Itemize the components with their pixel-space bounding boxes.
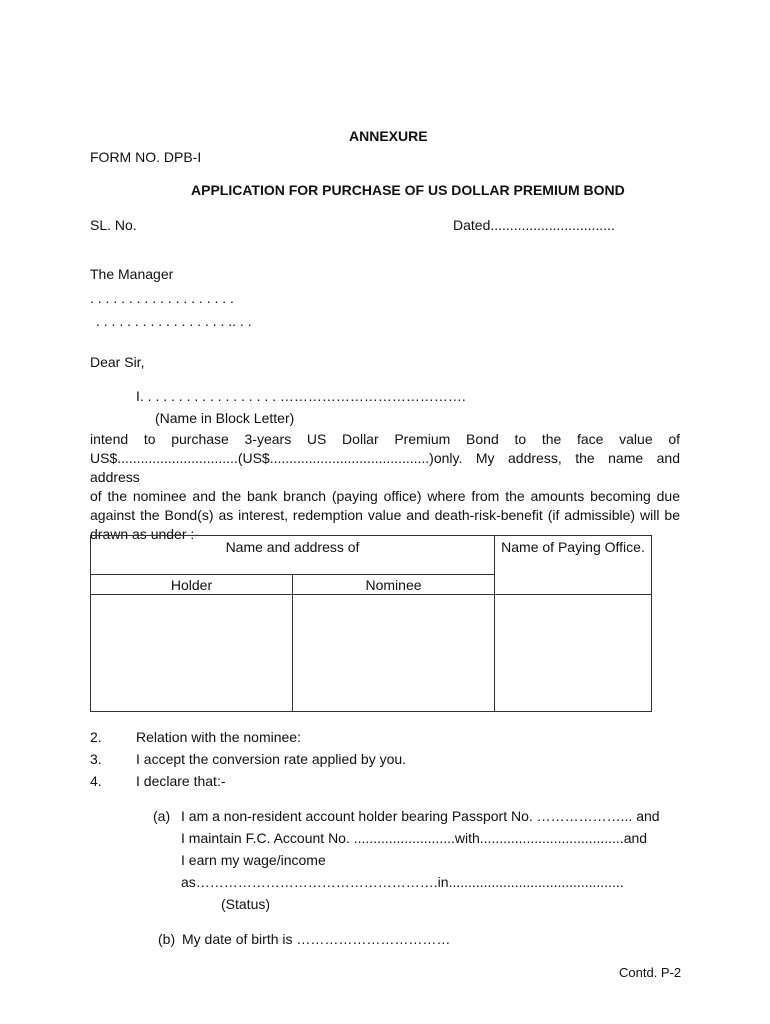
holder-header: Holder [91, 575, 293, 595]
item-relation-nominee[interactable]: Relation with the nominee: [136, 729, 301, 745]
date-of-birth-line[interactable]: My date of birth is …………………………… [182, 931, 451, 947]
address-table [90, 535, 652, 712]
nominee-header: Nominee [293, 575, 495, 595]
salutation: Dear Sir, [90, 354, 145, 370]
address-line-2[interactable]: . . . . . . . . . . . . . . . . . .. . . [96, 313, 252, 329]
dated-field[interactable]: Dated................................ [453, 217, 615, 233]
applicant-name-hint: (Name in Block Letter) [155, 410, 295, 426]
address-line-1[interactable]: . . . . . . . . . . . . . . . . . . . [90, 290, 234, 306]
holder-cell[interactable] [91, 595, 293, 712]
serial-number-label: SL. No. [90, 217, 137, 233]
paying-office-header: Name of Paying Office. [495, 536, 652, 595]
continued-note: Contd. P-2 [619, 965, 682, 980]
declaration-a-label: (a) [153, 808, 171, 824]
wage-status-line[interactable]: as…………………………………………….in............................................. [181, 874, 624, 890]
body-line-5: drawn as under :- [90, 526, 199, 542]
page-title: APPLICATION FOR PURCHASE OF US DOLLAR PREMIUM BOND [191, 182, 625, 198]
declaration-b-label: (b) [158, 931, 176, 947]
item-declaration: I declare that:- [136, 773, 226, 789]
paying-office-cell[interactable] [495, 595, 652, 712]
wage-income-line: I earn my wage/income [181, 852, 326, 868]
item-number: 3. [90, 751, 102, 767]
status-hint: (Status) [221, 896, 271, 912]
nominee-cell[interactable] [293, 595, 495, 712]
name-address-header: Name and address of [91, 536, 495, 575]
form-number: FORM NO. DPB-I [90, 149, 202, 165]
item-number: 4. [90, 773, 102, 789]
body-paragraph [90, 430, 680, 544]
fc-account-line[interactable]: I maintain F.C. Account No. ..........................with.....................................and [181, 830, 648, 846]
addressee: The Manager [90, 266, 174, 282]
annexure-heading: ANNEXURE [349, 128, 428, 144]
item-conversion-rate: I accept the conversion rate applied by you. [136, 751, 407, 767]
applicant-name-field[interactable]: I. . . . . . . . . . . . . . . . . . …………………………………. [136, 388, 466, 404]
item-number: 2. [90, 729, 102, 745]
body-line-1: intend to purchase 3-years US Dollar Premium Bond to the face value of [90, 431, 680, 447]
body-line-4: against the Bond(s) as interest, redemption value and death-risk-benefit (if admissible) will be [90, 507, 680, 523]
body-line-3: of the nominee and the bank branch (paying office) where from the amounts becoming due [90, 488, 680, 504]
passport-line[interactable]: I am a non-resident account holder bearing Passport No. ………………... and [181, 808, 660, 824]
body-line-2: US$...............................(US$.........................................)only. My address, the name and address [90, 450, 680, 485]
